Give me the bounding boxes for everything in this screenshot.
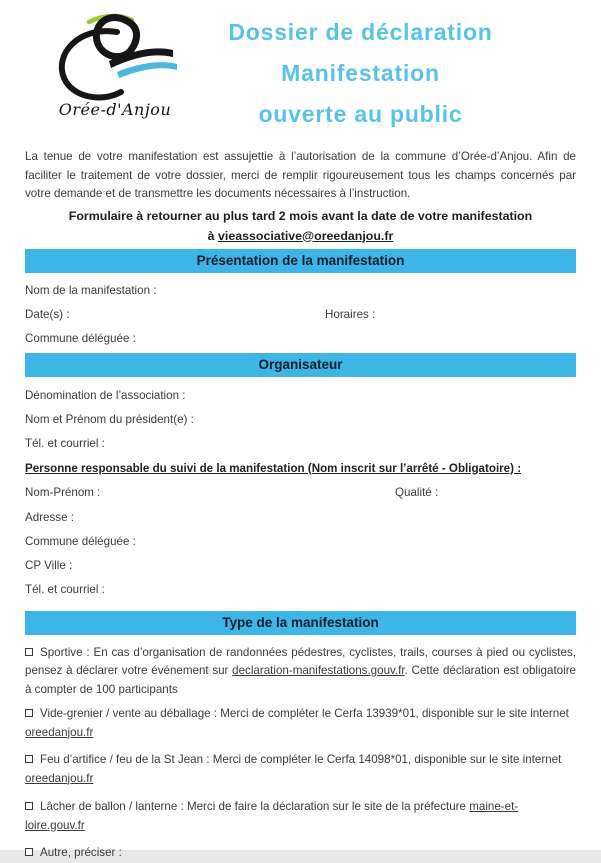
page-title <box>160 12 561 135</box>
label-tel-courriel-1: Tél. et courriel : <box>25 436 105 450</box>
type-option-feu-artifice <box>25 751 576 788</box>
label-tel-courriel-2: Tél. et courriel : <box>25 582 105 596</box>
label-denomination: Dénomination de l’association : <box>25 388 186 402</box>
checkbox-lacher-ballon[interactable] <box>25 802 33 810</box>
page-title-line-1: Dossier de déclaration <box>228 19 493 45</box>
checkbox-autre[interactable] <box>25 848 33 856</box>
deadline-email-line <box>25 226 576 246</box>
intro-paragraph: La tenue de votre manifestation est assujettie à l’autorisation de la commune d’Orée-d’Anjou. Afin de faciliter le traitement de votre dossier, merci de remplir rigoureusement tous les champs concernés par votre demande et de transmettre les documents nécessaires à l’instruction. <box>25 150 576 200</box>
link-oreedanjou-1[interactable]: oreedanjou.fr <box>25 725 94 739</box>
type-option-lacher-ballon <box>25 798 576 835</box>
field-row-denomination[interactable] <box>25 389 576 402</box>
link-oreedanjou-2[interactable]: oreedanjou.fr <box>25 771 94 785</box>
label-president: Nom et Prénom du président(e) : <box>25 412 194 426</box>
field-row-adresse[interactable] <box>25 511 576 524</box>
option-text-lacher-ballon: Lâcher de ballon / lanterne : Merci de faire la déclaration sur le site de la préfecture <box>40 800 470 813</box>
responsable-heading: Personne responsable du suivi de la manifestation (Nom inscrit sur l’arrêté - Obligatoire) : <box>25 461 522 475</box>
checkbox-sportive[interactable] <box>25 648 33 656</box>
field-row-tel-courriel-1[interactable] <box>25 437 576 450</box>
label-horaires: Horaires : <box>325 307 376 321</box>
section-header-presentation: Présentation de la manifestation <box>25 249 576 273</box>
document-header <box>0 0 601 138</box>
contact-email-link[interactable]: vieassociative@oreedanjou.fr <box>218 228 394 243</box>
option-text-vide-grenier: Vide-grenier / vente au déballage : Merci de compléter le Cerfa 13939*01, disponible sur le site internet <box>40 707 569 720</box>
deadline-line: Formulaire à retourner au plus tard 2 mois avant la date de votre manifestation <box>68 208 533 223</box>
label-commune-deleguee: Commune déléguée : <box>25 331 136 345</box>
page-title-line-3: ouverte au public <box>258 101 463 127</box>
field-row-president[interactable] <box>25 413 576 426</box>
field-row-nom-prenom-qualite[interactable] <box>25 486 576 499</box>
field-row-tel-courriel-2[interactable] <box>25 583 576 596</box>
checkbox-feu-artifice[interactable] <box>25 755 33 763</box>
logo-wordmark: Orée-d'Anjou <box>58 100 172 119</box>
type-option-sportive <box>25 644 576 700</box>
option-text-autre: Autre, préciser : <box>40 846 122 859</box>
label-dates: Date(s) : <box>25 307 70 321</box>
field-row-cp-ville[interactable] <box>25 559 576 572</box>
label-qualite: Qualité : <box>395 485 439 499</box>
field-row-dates-horaires[interactable] <box>25 308 576 321</box>
label-nom-manifestation: Nom de la manifestation : <box>25 283 157 297</box>
field-row-commune-deleguee-2[interactable] <box>25 535 576 548</box>
section-header-organisateur: Organisateur <box>25 353 576 377</box>
section-header-type: Type de la manifestation <box>25 611 576 635</box>
option-text-sportive-post: . Cette déclaration est obligatoire à compter de 100 participants <box>25 664 577 696</box>
link-maine-et-loire[interactable]: maine-et-loire.gouv.fr <box>25 800 519 832</box>
deadline-notice <box>25 206 576 246</box>
type-option-vide-grenier <box>25 705 576 742</box>
label-commune-deleguee-2: Commune déléguée : <box>25 534 136 548</box>
label-adresse: Adresse : <box>25 510 74 524</box>
label-nom-prenom: Nom-Prénom : <box>25 485 101 499</box>
type-option-autre[interactable] <box>25 844 576 863</box>
link-declaration-manifestations[interactable]: declaration-manifestations.gouv.fr <box>232 664 405 677</box>
field-row-commune-deleguee[interactable] <box>25 332 576 345</box>
email-prefix: à <box>207 228 219 243</box>
field-row-nom-manifestation[interactable] <box>25 284 576 297</box>
option-text-feu-artifice: Feu d’artifice / feu de la St Jean : Merci de compléter le Cerfa 14098*01, disponible sur le site internet <box>40 753 562 766</box>
label-cp-ville: CP Ville : <box>25 558 73 572</box>
checkbox-vide-grenier[interactable] <box>25 709 33 717</box>
page-title-line-2: Manifestation <box>281 60 440 86</box>
option-text-sportive: Sportive : En cas d’organisation de randonnées pédestres, cyclistes, trails, courses à pied ou cyclistes, pensez à déclarer votre événement sur <box>25 645 576 677</box>
